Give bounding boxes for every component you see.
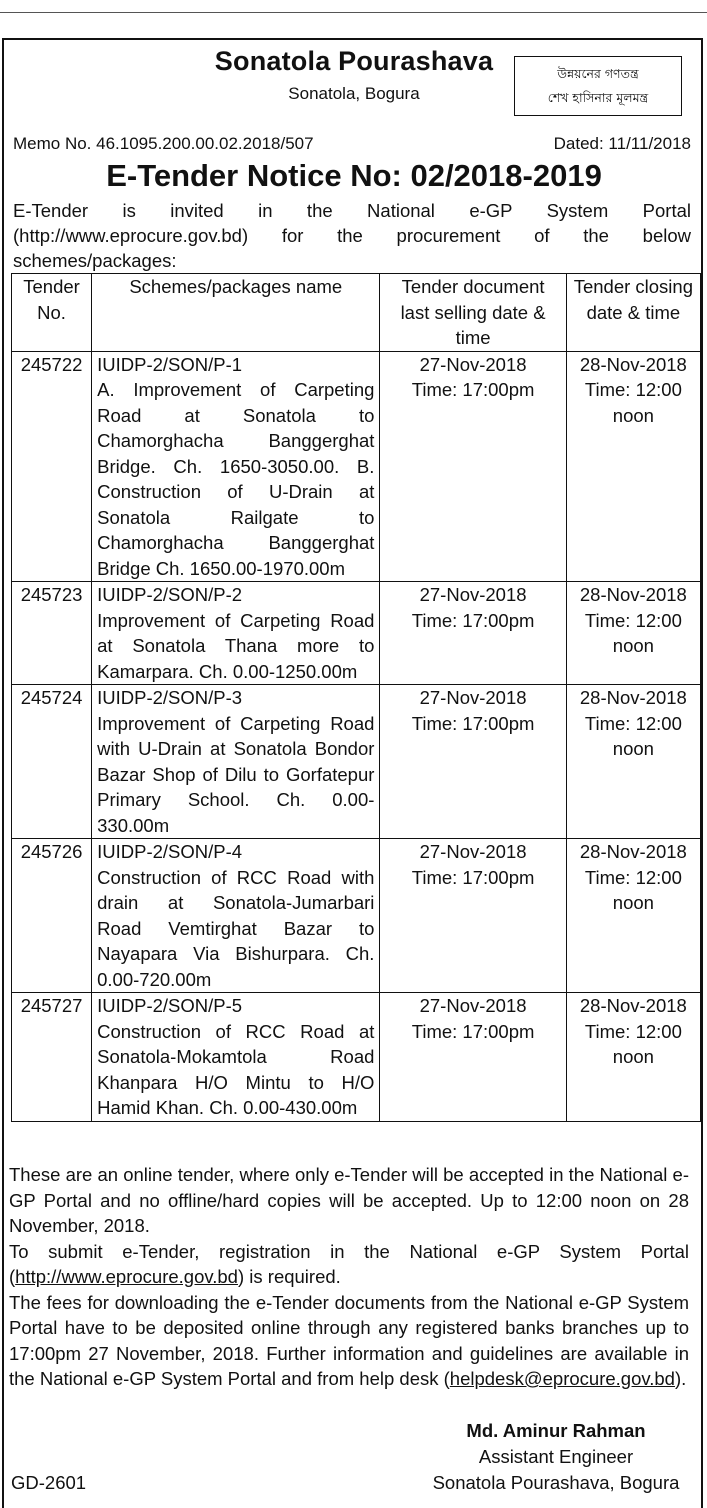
table-row — [12, 685, 701, 839]
table-row — [12, 993, 701, 1122]
selling-date: 27-Nov-2018 — [419, 353, 527, 375]
closing-cell — [566, 351, 700, 582]
tender-no-cell: 245726 — [12, 839, 92, 993]
tender-table — [11, 273, 701, 1122]
package-id: IUIDP-2/SON/P-5 — [97, 995, 243, 1016]
office-location: Sonatola, Bogura — [288, 84, 420, 103]
package-description: Improvement of Carpeting Road with U-Drain at Sonatola Bondor Bazar Shop of Dilu to Gorfatepur Primary School. Ch. 0.00-330.00m — [97, 712, 375, 836]
scheme-cell — [92, 685, 380, 839]
selling-date: 27-Nov-2018 — [419, 995, 527, 1016]
signatory-designation: Assistant Engineer — [478, 1446, 634, 1467]
slogan-line-2: শেখ হাসিনার মূলমন্ত্র — [547, 90, 649, 105]
footer-paragraph-2-end: ) is required. — [237, 1266, 341, 1287]
scheme-cell — [92, 993, 380, 1122]
closing-cell — [566, 993, 700, 1122]
office-title: Sonatola Pourashava — [214, 46, 494, 76]
memo-number: Memo No. 46.1095.200.00.02.2018/507 — [13, 134, 314, 153]
signatory-office: Sonatola Pourashava, Bogura — [432, 1472, 680, 1493]
tender-no-cell: 245724 — [12, 685, 92, 839]
closing-time: Time: 12:00 noon — [584, 379, 682, 426]
intro-text — [13, 198, 691, 273]
header-selling-date: Tender document last selling date & time — [380, 274, 566, 352]
footer-text — [9, 1162, 689, 1392]
closing-time: Time: 12:00 noon — [584, 1020, 682, 1067]
closing-date: 28-Nov-2018 — [579, 353, 687, 375]
selling-cell — [380, 685, 566, 839]
selling-cell — [380, 993, 566, 1122]
closing-time: Time: 12:00 noon — [584, 712, 682, 759]
scheme-cell — [92, 839, 380, 993]
table-header-row — [12, 274, 701, 352]
selling-date: 27-Nov-2018 — [419, 584, 527, 605]
selling-cell — [380, 839, 566, 993]
package-id: IUIDP-2/SON/P-3 — [97, 687, 243, 708]
table-row — [12, 351, 701, 582]
closing-time: Time: 12:00 noon — [584, 609, 682, 656]
selling-date: 27-Nov-2018 — [419, 841, 527, 862]
intro-line-1: E-Tender is invited in the National e-GP System Portal — [13, 200, 691, 221]
memo-date: Dated: 11/11/2018 — [553, 134, 691, 153]
selling-time: Time: 17:00pm — [411, 609, 535, 631]
header-tender-no: Tender No. — [12, 274, 92, 352]
gd-number: GD-2601 — [11, 1472, 87, 1493]
footer-paragraph-3-end: ). — [674, 1368, 687, 1389]
table-row — [12, 582, 701, 685]
package-description: Improvement of Carpeting Road at Sonatola Thana more to Kamarpara. Ch. 0.00-1250.00m — [97, 609, 375, 682]
memo-row — [13, 134, 691, 154]
footer-paragraph-2-text: To submit e-Tender, registration in the National e-GP System Portal ( — [9, 1240, 689, 1287]
closing-time: Time: 12:00 noon — [584, 866, 682, 913]
selling-time: Time: 17:00pm — [411, 1020, 535, 1042]
intro-line-2: (http://www.eprocure.gov.bd) for the procurement of the below — [13, 225, 691, 246]
scheme-cell — [92, 351, 380, 582]
selling-cell — [380, 351, 566, 582]
header-scheme: Schemes/packages name — [92, 274, 380, 352]
eprocure-link[interactable]: http://www.eprocure.gov.bd — [15, 1266, 238, 1287]
closing-cell — [566, 839, 700, 993]
selling-date: 27-Nov-2018 — [419, 687, 527, 708]
footer-paragraph-1: These are an online tender, where only e-Tender will be accepted in the National e-GP Portal and no offline/hard copies will be accepted. Up to 12:00 noon on 28 November, 2018. — [9, 1164, 689, 1236]
tender-no-cell: 245727 — [12, 993, 92, 1122]
closing-cell — [566, 582, 700, 685]
closing-date: 28-Nov-2018 — [579, 841, 687, 862]
package-id: IUIDP-2/SON/P-4 — [97, 841, 243, 862]
slogan-line-1: উন্নয়নের গণতন্ত্র — [557, 66, 639, 81]
closing-cell — [566, 685, 700, 839]
intro-line-3: schemes/packages: — [13, 250, 177, 271]
signatory-name: Md. Aminur Rahman — [466, 1420, 646, 1441]
selling-cell — [380, 582, 566, 685]
helpdesk-email-link[interactable]: helpdesk@eprocure.gov.bd — [449, 1368, 675, 1389]
package-id: IUIDP-2/SON/P-1 — [97, 353, 243, 375]
slogan-box — [514, 56, 682, 116]
tender-no-cell: 245723 — [12, 582, 92, 685]
closing-date: 28-Nov-2018 — [579, 687, 687, 708]
closing-date: 28-Nov-2018 — [579, 995, 687, 1016]
scheme-cell — [92, 582, 380, 685]
footer-paragraph-3-text: The fees for downloading the e-Tender documents from the National e-GP System Portal have to be deposited online through any registered banks branches up to 17:00pm 27 November, 2018. Further information and guidelines are available in the National e-GP System Portal and from help desk ( — [9, 1291, 689, 1389]
footer-paragraph-2 — [9, 1239, 689, 1290]
notice-title: E-Tender Notice No: 02/2018-2019 — [106, 158, 602, 193]
selling-time: Time: 17:00pm — [411, 866, 535, 888]
header-closing-date: Tender closing date & time — [566, 274, 700, 352]
closing-date: 28-Nov-2018 — [579, 584, 687, 605]
tender-no-cell: 245722 — [12, 351, 92, 582]
package-description: Construction of RCC Road at Sonatola-Mokamtola Road Khanpara H/O Mintu to H/O Hamid Khan. Ch. 0.00-430.00m — [97, 1020, 375, 1118]
package-id: IUIDP-2/SON/P-2 — [97, 584, 243, 605]
package-description: Construction of RCC Road with drain at Sonatola-Jumarbari Road Vemtirghat Bazar to Nayapara Via Bishurpara. Ch. 0.00-720.00m — [97, 866, 375, 990]
package-description: A. Improvement of Carpeting Road at Sonatola to Chamorghacha Banggerghat Bridge. Ch. 1650-3050.00. B. Construction of U-Drain at Sonatola Railgate to Chamorghacha Banggerghat Bridge Ch. 1650.00-1970.00m — [97, 379, 375, 579]
header — [4, 40, 701, 128]
table-row — [12, 839, 701, 993]
selling-time: Time: 17:00pm — [411, 712, 535, 734]
top-rule — [0, 12, 707, 13]
selling-time: Time: 17:00pm — [411, 379, 535, 400]
footer-paragraph-3 — [9, 1290, 689, 1392]
